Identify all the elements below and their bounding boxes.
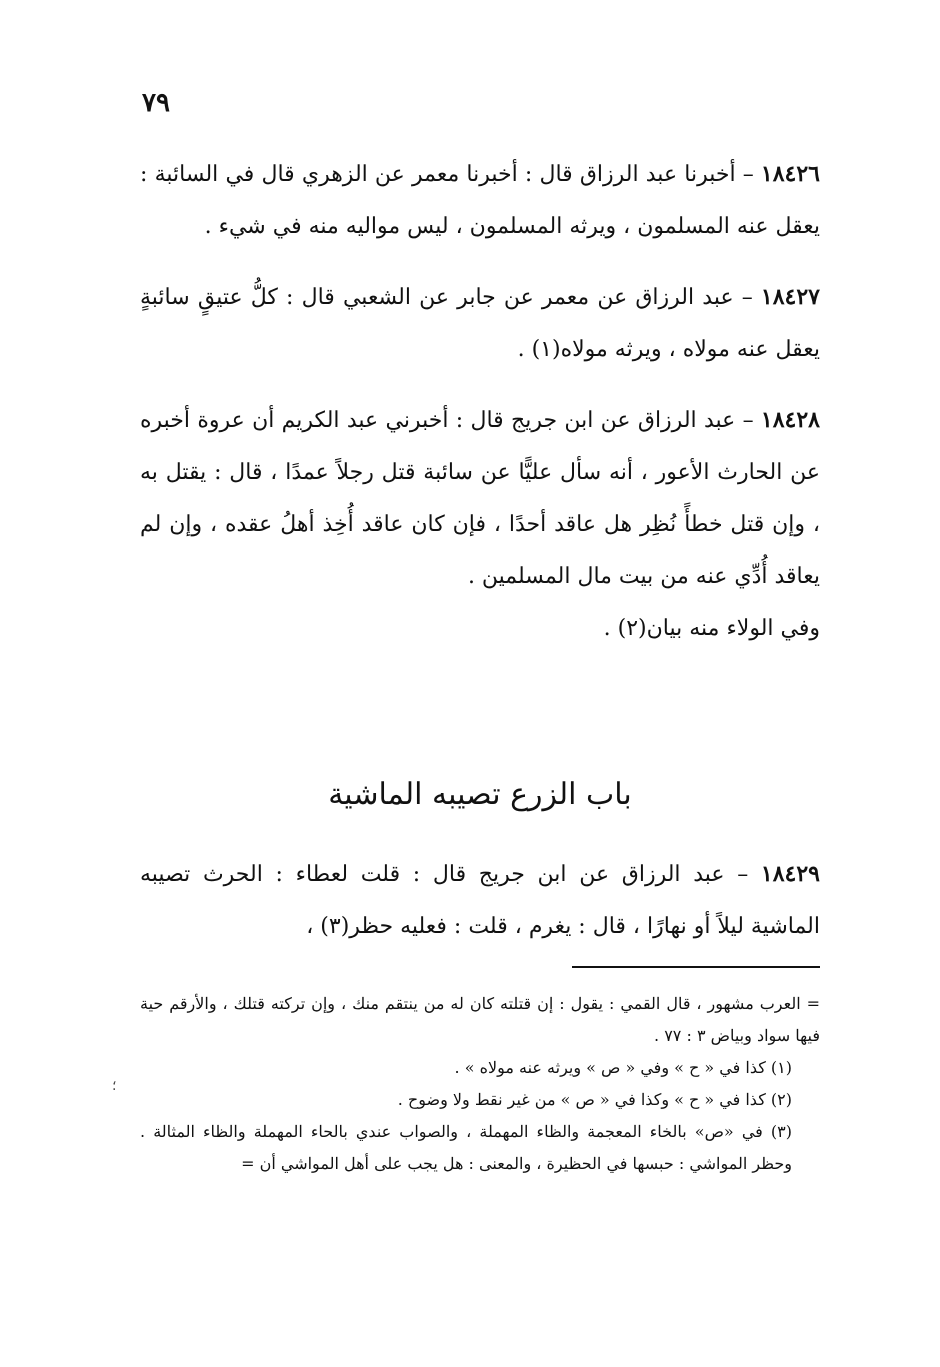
hadith-paragraph: [140, 148, 820, 253]
footnote-divider: [572, 966, 820, 968]
margin-mark: ؛: [112, 1078, 117, 1094]
footnote-1: (١) كذا في « ح » وفي « ص » ويرثه عنه مولاه » .: [454, 1058, 792, 1077]
hadith-number: ١٨٤٢٩: [760, 861, 820, 887]
footnote-3: (٣) في «ص» بالخاء المعجمة والظاء المهملة ، والصواب عندي بالحاء المهملة والظاء المثالة . وحظر المواشي : حبسها في الحظيرة ، والمعنى : هل يجب على أهل المواشي أن =: [140, 1122, 792, 1173]
page-number: ٧٩: [142, 88, 170, 118]
note-paragraph: [140, 603, 820, 655]
hadith-paragraph: [140, 394, 820, 603]
hadith-text: – عبد الرزاق عن معمر عن جابر عن الشعبي قال : كلُّ عتيقٍ سائبةٍ يعقل عنه مولاه ، ويرثه مولاه(١) .: [140, 285, 820, 362]
main-text: [140, 148, 820, 673]
hadith-number: ١٨٤٢٧: [760, 284, 820, 310]
footnote-continuation: = العرب مشهور ، قال القمي : يقول : إن قتلته كان له من ينتقم منك ، وإن تركته قتلك ، والأرقم حية فيها سواد وبياض ٣ : ٧٧ .: [140, 994, 820, 1045]
hadith-paragraph: [140, 271, 820, 376]
footnotes: [140, 988, 820, 1180]
section-text: [140, 848, 820, 971]
hadith-text: – أخبرنا عبد الرزاق قال : أخبرنا معمر عن الزهري قال في السائبة : يعقل عنه المسلمون ، ويرثه المسلمون ، ليس مواليه منه في شيء .: [140, 162, 820, 239]
footnote-2: (٢) كذا في « ح » وكذا في « ص » من غير نقط ولا وضوح .: [397, 1090, 792, 1109]
hadith-number: ١٨٤٢٨: [760, 407, 820, 433]
hadith-text: – عبد الرزاق عن ابن جريج قال : أخبرني عبد الكريم أن عروة أخبره عن الحارث الأعور ، أنه سأل عليًّا عن سائبة قتل رجلاً عمدًا ، قال : يقتل به ، وإن قتل خطأً نُظِر هل عاقد أحدًا ، فإن كان عاقد أُخِذ أهلُ عقده ، وإن لم يعاقد أُدِّي عنه من بيت مال المسلمين .: [140, 408, 820, 589]
hadith-number: ١٨٤٢٦: [760, 161, 820, 187]
hadith-text: – عبد الرزاق عن ابن جريج قال : قلت لعطاء : الحرث تصيبه الماشية ليلاً أو نهارًا ، قال : يغرم ، قلت : فعليه حظر(٣) ،: [140, 862, 820, 939]
hadith-paragraph: [140, 848, 820, 953]
note-text: وفي الولاء منه بيان(٢) .: [603, 616, 820, 641]
section-title: باب الزرع تصيبه الماشية: [328, 777, 632, 812]
